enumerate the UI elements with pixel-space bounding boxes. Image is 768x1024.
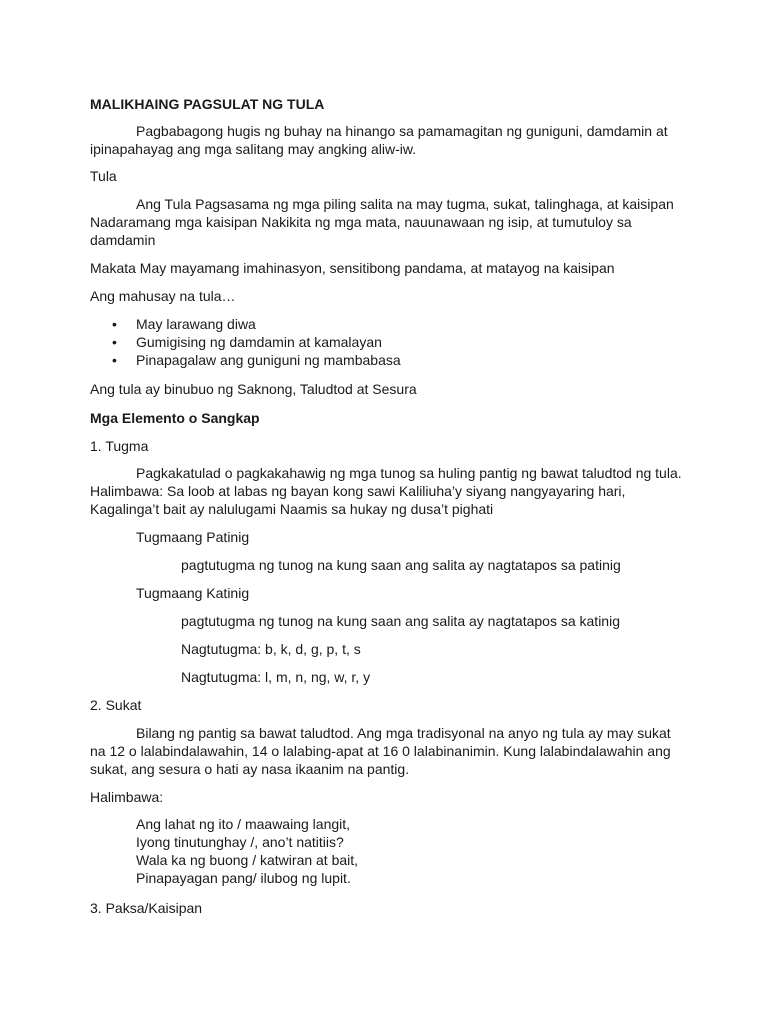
sukat-heading: 2. Sukat [90, 697, 142, 713]
list-item: • Gumigising ng damdamin at kamalayan [90, 333, 401, 351]
tugmaang-patinig-desc: pagtutugma ng tunog na kung saan ang salita ay nagtatapos sa patinig [181, 557, 621, 573]
list-item: • May larawang diwa [90, 315, 401, 333]
sukat-paragraph: Bilang ng pantig sa bawat taludtod. Ang mga tradisyonal na anyo ng tula ay may sukat na 12 o lalabindalawahin, 14 o lalabing-apat at 16 0 lalabinanimin. Kung lalabindalawahin ang sukat, ang sesura o hati ay nasa ikaanim na pantig. [90, 725, 671, 777]
poem-line: Iyong tinutunghay /, ano’t natitiis? [136, 834, 344, 850]
tugmaang-katinig-label: Tugmaang Katinig [136, 585, 250, 601]
nagtutugma-line-1: Nagtutugma: b, k, d, g, p, t, s [181, 641, 361, 657]
halimbawa-label: Halimbawa: [90, 789, 164, 805]
document-title: MALIKHAING PAGSULAT NG TULA [90, 96, 325, 112]
binubuo-paragraph: Ang tula ay binubuo ng Saknong, Taludtod at Sesura [90, 381, 417, 397]
paksa-heading: 3. Paksa/Kaisipan [90, 900, 203, 916]
poem-line: Pinapayagan pang/ ilubog ng lupit. [136, 870, 351, 886]
intro-paragraph: Pagbabagong hugis ng buhay na hinango sa pamamagitan ng guniguni, damdamin at ipinapahayag ang mga salitang may angking aliw-iw. [90, 123, 668, 157]
nagtutugma-line-2: Nagtutugma: l, m, n, ng, w, r, y [181, 669, 371, 685]
makata-paragraph: Makata May mayamang imahinasyon, sensitibong pandama, at matayog na kaisipan [90, 260, 615, 276]
poem-line: Wala ka ng buong / katwiran at bait, [136, 852, 359, 868]
list-item: • Pinapagalaw ang guniguni ng mambabasa [90, 351, 401, 369]
tula-label: Tula [90, 168, 117, 184]
poem-block [136, 815, 736, 887]
poem-line: Ang lahat ng ito / maawaing langit, [136, 816, 351, 832]
bullet-list [90, 315, 401, 369]
tugma-heading: 1. Tugma [90, 438, 149, 454]
tugma-paragraph: Pagkakatulad o pagkakahawig ng mga tunog sa huling pantig ng bawat taludtod ng tula. Halimbawa: Sa loob at labas ng bayan kong sawi Kaliliuha’y siyang nangyayaring hari, Kagalinga’t bait ay nalulugami Naamis sa hukay ng dusa’t pighati [90, 465, 682, 517]
tula-definition: Ang Tula Pagsasama ng mga piling salita na may tugma, sukat, talinghaga, at kaisipan Nadaramang mga kaisipan Nakikita ng mga mata, nauunawaan ng isip, at tumutuloy sa damdamin [90, 196, 674, 248]
tugmaang-patinig-label: Tugmaang Patinig [136, 529, 250, 545]
tugmaang-katinig-desc: pagtutugma ng tunog na kung saan ang salita ay nagtatapos sa katinig [181, 613, 620, 629]
mahusay-paragraph: Ang mahusay na tula… [90, 288, 236, 304]
section-heading: Mga Elemento o Sangkap [90, 410, 260, 426]
